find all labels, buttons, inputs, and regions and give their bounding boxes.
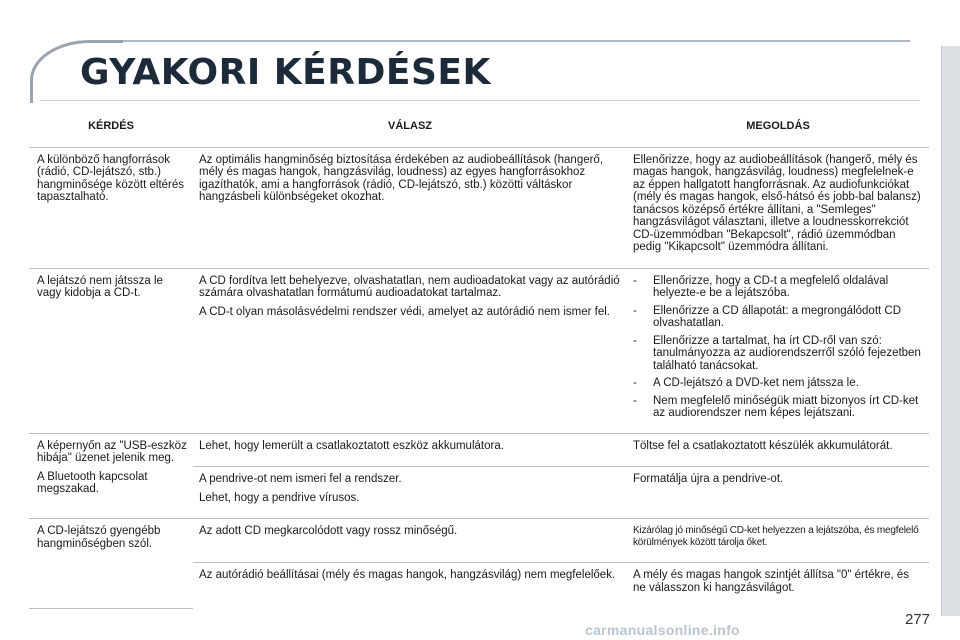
solution-cell — [627, 563, 929, 609]
header-answer: VÁLASZ — [193, 108, 627, 147]
list-item: - Nem megfelelő minőségük miatt bizonyos írt CD-ket az audiorendszer nem képes lejátszani. — [633, 395, 923, 420]
solution-text: A mély és magas hangok szintjét állítsa "0" értékre, és ne válasszon ki hangzásvilágot. — [633, 569, 909, 594]
answer-text: Az optimális hangminőség biztosítása érdekében az audiobeállítások (hangerő, mély és magas hangok, hangzásvilág, loudness) az egyes hangforrásokhoz igazíthatók, ami a hangforrások (rádió, CD-lejátszó, stb.) közötti váltáskor hangzásbeli különbségeket okozhat. — [199, 153, 604, 203]
solution-list — [633, 275, 923, 420]
decor-line-bottom — [40, 100, 920, 101]
header-question: KÉRDÉS — [29, 108, 193, 147]
page-title: GYAKORI KÉRDÉSEK — [80, 52, 491, 93]
answer-cell — [193, 467, 627, 519]
answer-cell — [193, 519, 627, 563]
solution-cell — [627, 433, 929, 467]
list-item: - A CD-lejátszó a DVD-ket nem játssza le. — [633, 377, 923, 390]
solution-cell — [627, 519, 929, 563]
solution-text: Ellenőrizze, hogy az audiobeállítások (hangerő, mély és magas hangok, hangzásvilág, loudness) megfelelnek-e az éppen hallgatott hangforrásnak. Az audiofunkciókat (mély és magas hangok, első-hátsó és jobb-bal balansz) tanácsos középső értékre állítani, a "Semleges" hangzásvilágot választani, illetve a loudnesskorrekciót CD-üzemmódban "Bekapcsolt", rádió üzemmódban pedig "Kikapcsolt" üzemmódra állítani. — [633, 153, 921, 253]
question-cell — [29, 519, 193, 609]
answer-cell — [193, 563, 627, 609]
answer-text: A CD fordítva lett behelyezve, olvashatatlan, nem audioadatokat vagy az autórádió számára olvashatatlan formátumú audioadatokat tartalmaz. — [199, 274, 620, 299]
answer-text: Az adott CD megkarcolódott vagy rossz minőségű. — [199, 525, 458, 537]
question-text: A CD-lejátszó gyengébb hangminőségben szól. — [37, 525, 161, 550]
table-row — [29, 519, 929, 563]
list-item: - Ellenőrizze a tartalmat, ha írt CD-ről van szó: tanulmányozza az audiorendszerről szóló fejezetben található tanácsokat. — [633, 335, 923, 373]
answer-text: Lehet, hogy lemerült a csatlakoztatott eszköz akkumulátora. — [199, 439, 504, 452]
table-header-row — [29, 108, 929, 147]
answer-cell — [193, 147, 627, 268]
table-row — [29, 268, 929, 433]
question-text: A Bluetooth kapcsolat megszakad. — [37, 470, 148, 495]
list-item: - Ellenőrizze a CD állapotát: a megrongálódott CD olvashatatlan. — [633, 305, 923, 330]
question-text: A különböző hangforrások (rádió, CD-lejátszó, stb.) hangminősége között eltérés tapasztalható. — [37, 153, 185, 203]
list-item: - Ellenőrizze, hogy a CD-t a megfelelő oldalával helyezte-e be a lejátszóba. — [633, 275, 923, 300]
answer-cell — [193, 268, 627, 433]
question-cell — [29, 433, 193, 519]
solution-cell — [627, 147, 929, 268]
answer-text: A CD-t olyan másolásvédelmi rendszer védi, amelyet az autórádió nem ismer fel. — [199, 305, 610, 318]
solution-text: Formatálja újra a pendrive-ot. — [633, 473, 784, 485]
page-edge-tab — [942, 46, 960, 616]
solution-cell — [627, 268, 929, 433]
question-text: A képernyőn az "USB-eszköz hibája" üzenet jelenik meg. — [37, 439, 187, 464]
decor-line-top — [120, 40, 910, 42]
question-text: A lejátszó nem játssza le vagy kidobja a CD-t. — [37, 274, 163, 299]
answer-text: A pendrive-ot nem ismeri fel a rendszer. — [199, 473, 402, 485]
watermark-text: carmanualsonline.info — [585, 622, 740, 638]
solution-cell — [627, 467, 929, 519]
solution-text: Kizárólag jó minőségű CD-ket helyezzen a lejátszóba, és megfelelő körülmények között tárolja őket. — [633, 525, 919, 548]
table-row — [29, 147, 929, 268]
header-solution: MEGOLDÁS — [627, 108, 929, 147]
table-row — [29, 433, 929, 467]
page-number: 277 — [904, 611, 930, 628]
faq-table — [29, 108, 929, 609]
question-cell — [29, 147, 193, 268]
solution-text: Töltse fel a csatlakoztatott készülék akkumulátorát. — [633, 439, 893, 452]
answer-text: Az autórádió beállításai (mély és magas hangok, hangzásvilág) nem megfelelőek. — [199, 569, 616, 581]
answer-text: Lehet, hogy a pendrive vírusos. — [199, 491, 360, 504]
answer-cell — [193, 433, 627, 467]
question-cell — [29, 268, 193, 433]
